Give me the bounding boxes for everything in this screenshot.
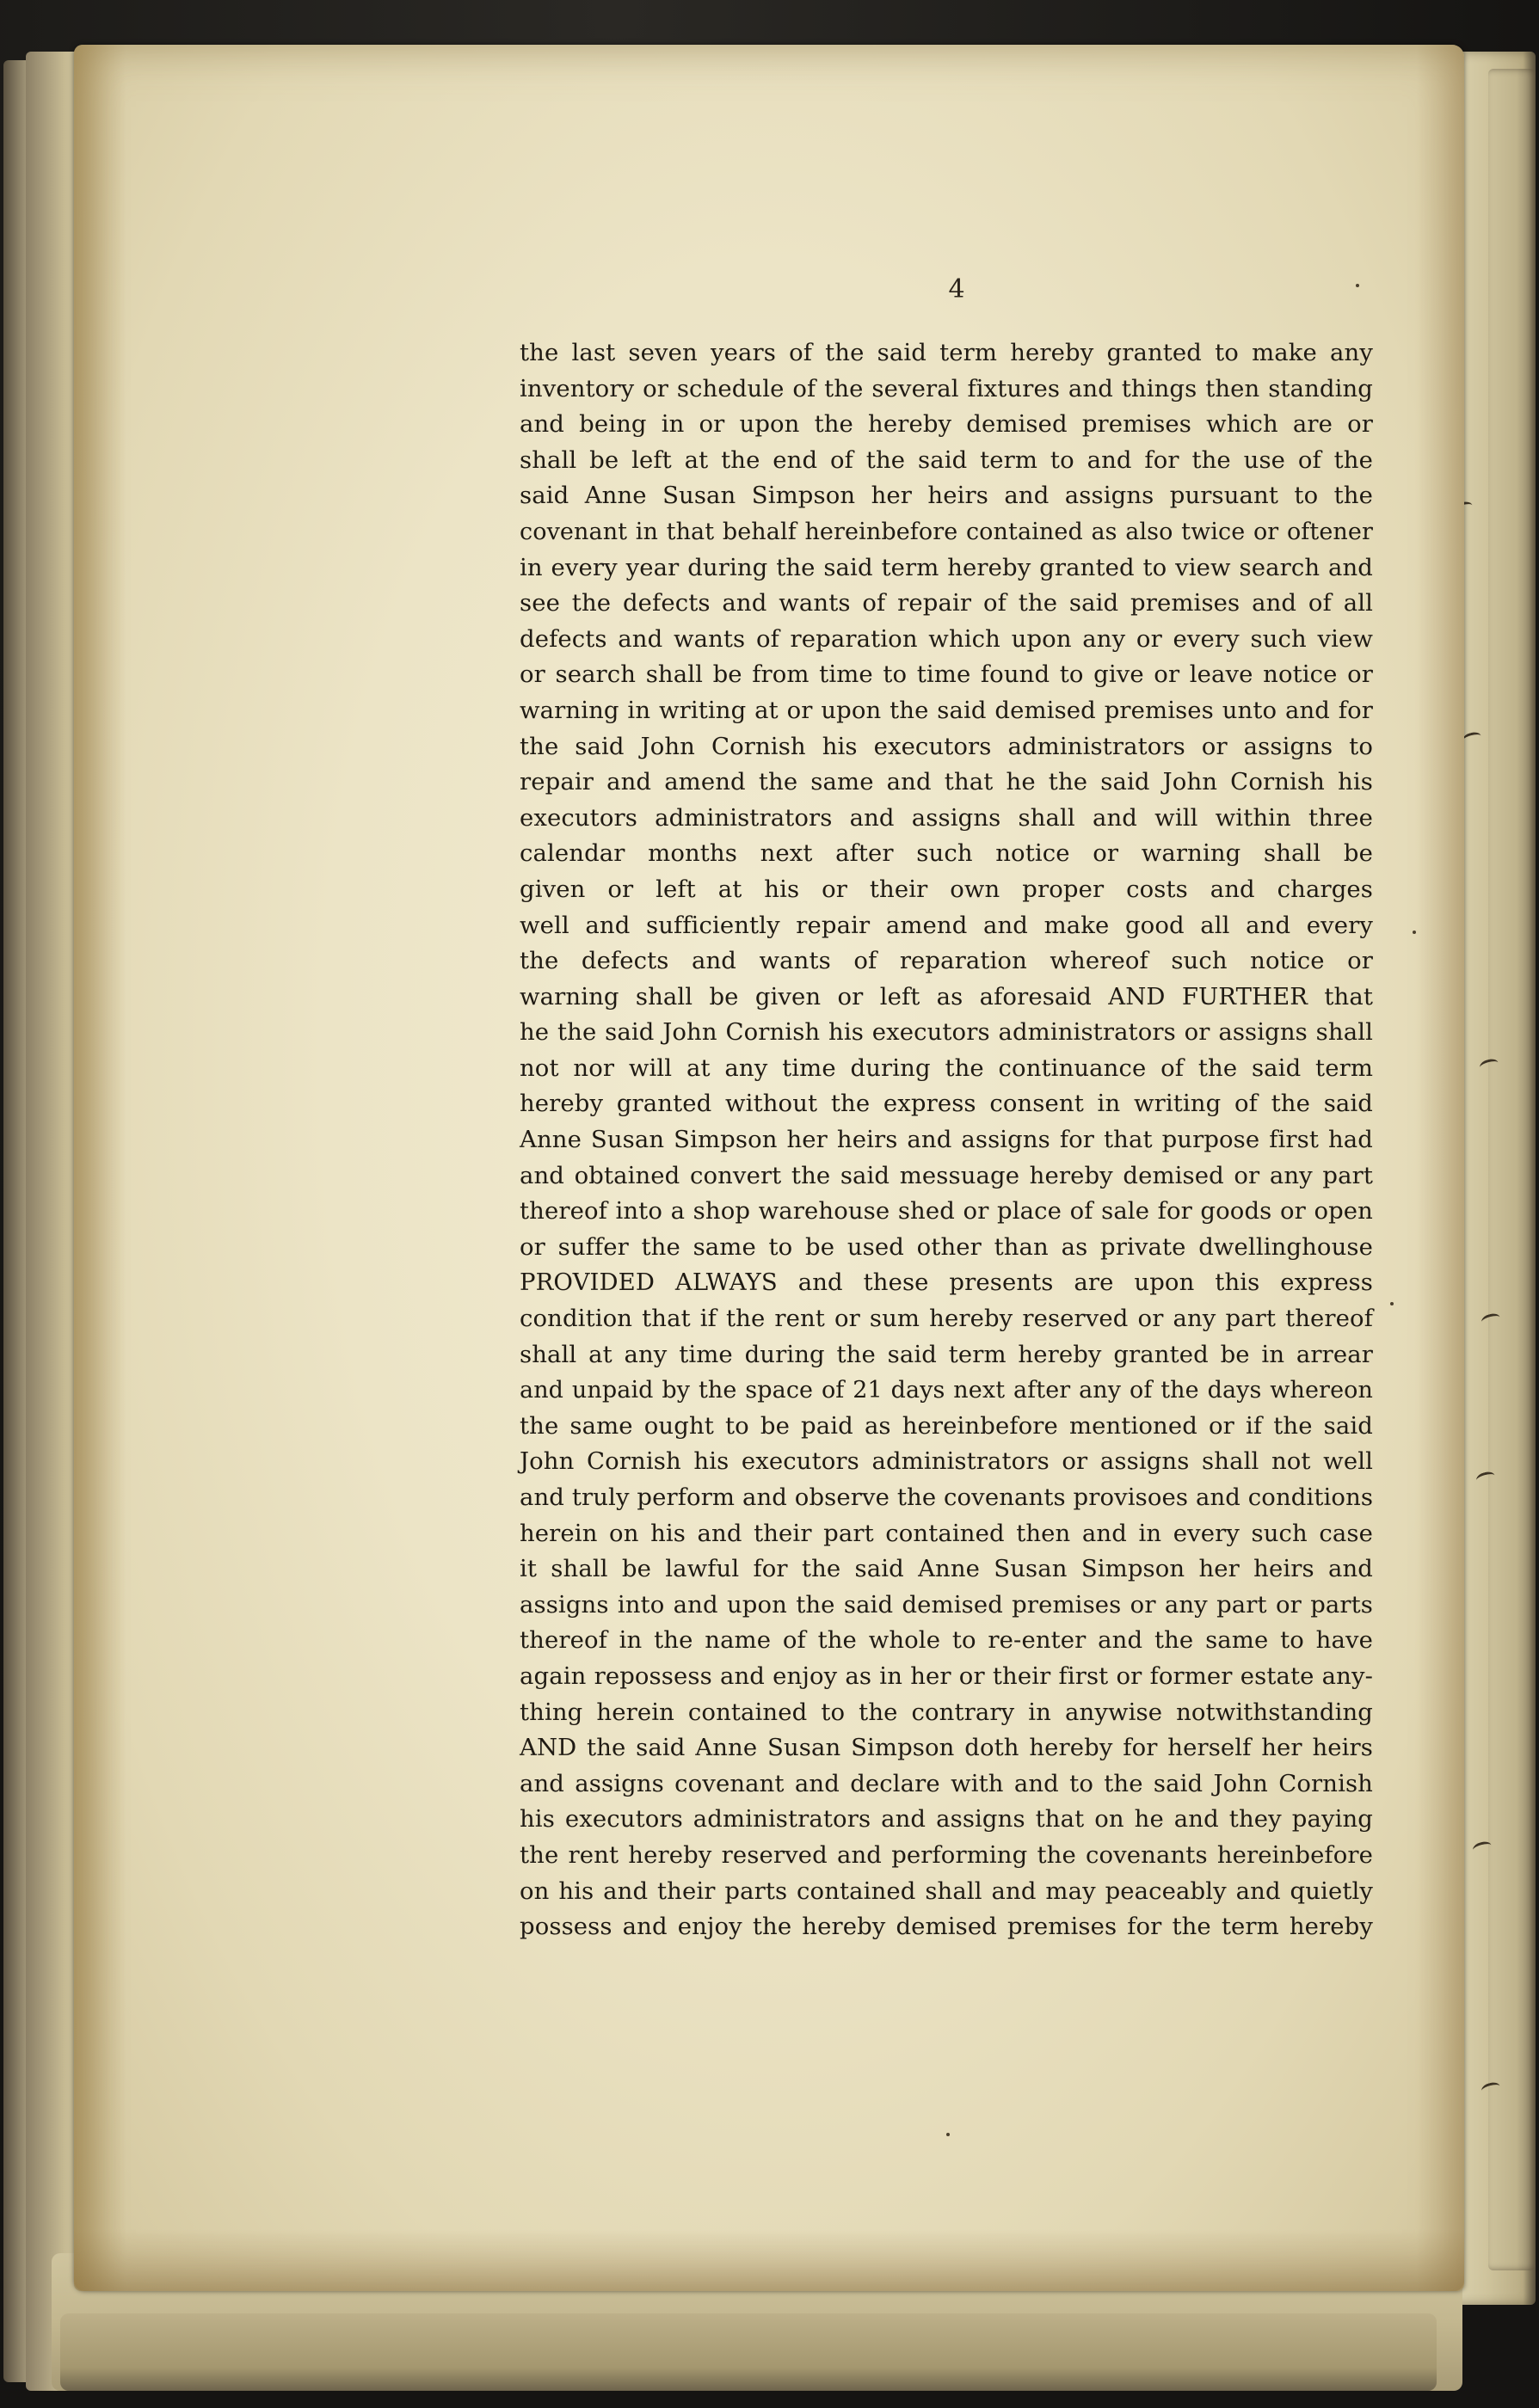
page-number: 4 — [948, 274, 965, 304]
text-line: he the said John Cornish his executors administrators or assigns shall — [520, 1018, 1373, 1047]
text-line: his executors administrators and assigns that on he and they paying — [520, 1805, 1373, 1834]
paper-speck — [946, 2133, 950, 2136]
text-line: and assigns covenant and declare with and to the said John Cornish — [520, 1769, 1373, 1797]
page-stain-left — [74, 45, 126, 2291]
underlying-page-edge-bottom-inner — [60, 2313, 1437, 2391]
text-line: assigns into and upon the said demised premises or any part or parts — [520, 1590, 1373, 1619]
text-line: not nor will at any time during the continuance of the said term — [520, 1054, 1373, 1082]
paper-speck — [1390, 1302, 1394, 1305]
paper-speck — [1356, 284, 1359, 287]
text-line: condition that if the rent or sum hereby reserved or any part thereof — [520, 1305, 1373, 1333]
text-line: defects and wants of reparation which upon any or every such view — [520, 624, 1373, 653]
text-line: it shall be lawful for the said Anne Susan Simpson her heirs and — [520, 1555, 1373, 1583]
text-line: AND the said Anne Susan Simpson doth hereby for herself her heirs — [520, 1734, 1373, 1762]
text-line: thing herein contained to the contrary in anywise notwithstanding — [520, 1698, 1373, 1726]
text-line: and being in or upon the hereby demised premises which are or — [520, 410, 1373, 439]
text-line: or suffer the same to be used other than as private dwellinghouse — [520, 1232, 1373, 1261]
text-line: and unpaid by the space of 21 days next after any of the days whereon — [520, 1377, 1373, 1404]
text-line: calendar months next after such notice or warning shall be — [520, 839, 1373, 868]
paper-speck — [1413, 931, 1416, 934]
text-line: PROVIDED ALWAYS and these presents are upon this express — [520, 1268, 1373, 1297]
text-line: inventory or schedule of the several fixtures and things then standing — [520, 374, 1373, 402]
text-line: on his and their parts contained shall and may peaceably and quietly — [520, 1877, 1373, 1905]
text-line: or search shall be from time to time found to give or leave notice or — [520, 660, 1373, 689]
text-line: shall be left at the end of the said term to and for the use of the — [520, 445, 1373, 474]
text-line: thereof in the name of the whole to re-enter and the same to have — [520, 1626, 1373, 1655]
text-line: warning shall be given or left as aforesaid AND FURTHER that — [520, 982, 1373, 1010]
text-line: the rent hereby reserved and performing the covenants hereinbefore — [520, 1840, 1373, 1869]
text-line: Anne Susan Simpson her heirs and assigns for that purpose first had — [520, 1126, 1373, 1154]
text-line: given or left at his or their own proper costs and charges — [520, 875, 1373, 903]
text-line: the same ought to be paid as hereinbefore mentioned or if the said — [520, 1411, 1373, 1440]
text-line: said Anne Susan Simpson her heirs and assigns pursuant to the — [520, 482, 1373, 510]
text-line: thereof into a shop warehouse shed or place of sale for goods or open — [520, 1197, 1373, 1226]
text-line: in every year during the said term hereby granted to view search and — [520, 553, 1373, 581]
page-stain-right — [1416, 45, 1464, 2291]
underlying-page-edge-right-inner — [1488, 69, 1536, 2270]
text-line: the said John Cornish his executors administrators or assigns to — [520, 732, 1373, 760]
text-line: warning in writing at or upon the said demised premises unto and for — [520, 696, 1373, 724]
page-stain-bottom — [74, 2229, 1464, 2291]
text-line: covenant in that behalf hereinbefore contained as also twice or oftener — [520, 518, 1373, 545]
text-line: repair and amend the same and that he the said John Cornish his — [520, 768, 1373, 796]
text-line: possess and enjoy the hereby demised premises for the term hereby — [520, 1913, 1373, 1941]
text-line: hereby granted without the express consent in writing of the said — [520, 1090, 1373, 1118]
text-line: again repossess and enjoy as in her or their first or former estate any- — [520, 1662, 1373, 1690]
text-line: herein on his and their part contained then and in every such case — [520, 1519, 1373, 1547]
text-line: and truly perform and observe the covenants provisoes and conditions — [520, 1484, 1374, 1511]
text-line: executors administrators and assigns shall and will within three — [520, 803, 1373, 832]
body-text — [520, 335, 1373, 1945]
text-line: see the defects and wants of repair of the said premises and of all — [520, 589, 1373, 617]
text-line: the last seven years of the said term hereby granted to make any — [520, 339, 1373, 366]
text-line: well and sufficiently repair amend and make good all and every — [520, 911, 1373, 939]
text-line: the defects and wants of reparation whereof such notice or — [520, 947, 1373, 975]
text-line: shall at any time during the said term hereby granted be in arrear — [520, 1340, 1373, 1368]
text-line: and obtained convert the said messuage hereby demised or any part — [520, 1161, 1373, 1189]
text-line: John Cornish his executors administrators or assigns shall not well — [520, 1447, 1373, 1476]
